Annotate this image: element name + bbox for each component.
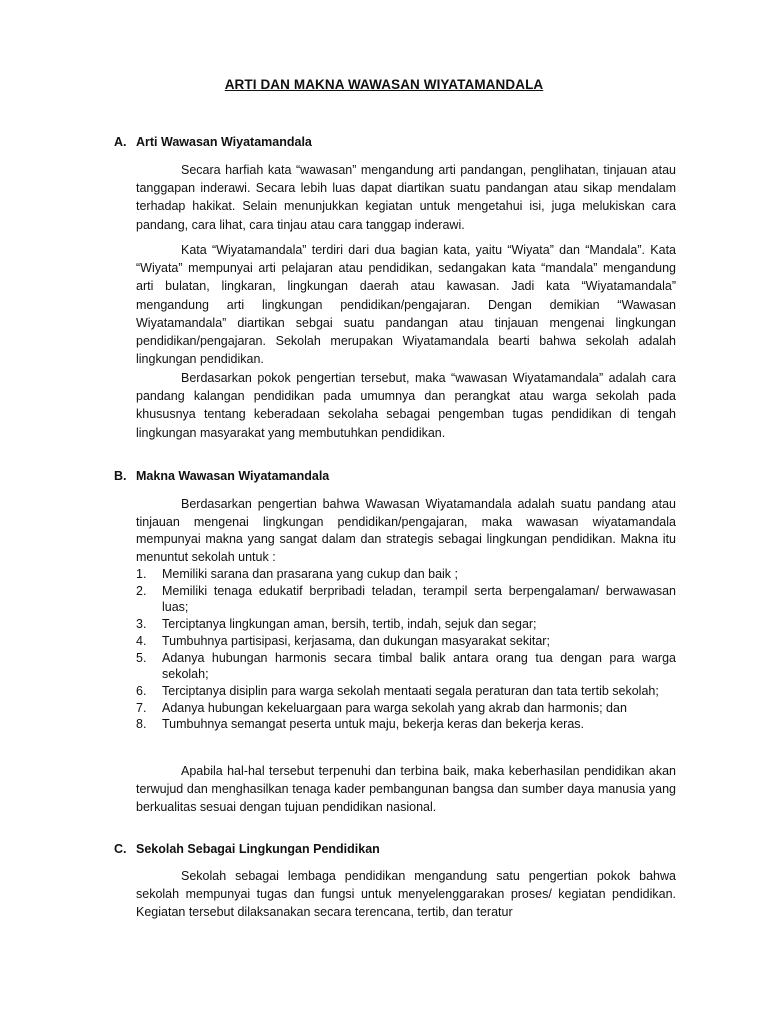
list-item: 7. Adanya hubungan kekeluargaan para warga sekolah yang akrab dan harmonis; dan [136,700,627,715]
section-b-letter: B. [114,469,127,483]
section-a-heading [114,135,312,149]
section-b-heading [114,469,329,483]
list-item: 8. Tumbuhnya semangat peserta untuk maju, bekerja keras dan bekerja keras. [136,717,584,732]
list-item: 4. Tumbuhnya partisipasi, kerjasama, dan dukungan masyarakat sekitar; [136,633,550,648]
section-c-heading [114,842,380,856]
section-a-paragraph-2: Kata “Wiyatamandala” terdiri dari dua bagian kata, yaitu “Wiyata” dan “Mandala”. Kata “Wiyata” mempunyai arti pelajaran atau pendidikan, sedangakan kata “mandala” mengandung arti bulatan, lingkaran, lingkungan daerah atau kawasan. Jadi kata “Wiyatamandala” mengandung arti lingkungan pendidikan/pengajaran. Dengan demikian “Wawasan Wiyatamandala” diartikan sebgai suatu pandangan atau tinjauan mengenai lingkungan pendidikan/pengajaran. Sekolah merupakan Wiyatamandala bearti bahwa sekolah adalah lingkungan pendidikan. [136,243,676,367]
section-b-title: Makna Wawasan Wiyatamandala [136,469,330,483]
list-item: 2. Memiliki tenaga edukatif berpribadi teladan, terampil serta berpengalaman/ berwawasan luas; [136,583,676,615]
list-item: 1. Memiliki sarana dan prasarana yang cukup dan baik ; [136,567,459,581]
section-c-paragraph: Sekolah sebagai lembaga pendidikan mengandung satu pengertian pokok bahwa sekolah mempunyai tugas dan fungsi untuk menyelenggarakan proses/ kegiatan pendidikan. Kegiatan tersebut dilaksanakan secara terencana, tertib, dan teratur [136,869,676,920]
document-title: ARTI DAN MAKNA WAWASAN WIYATAMANDALA [224,77,544,92]
section-a-letter: A. [114,135,127,149]
section-a-title: Arti Wawasan Wiyatamandala [136,135,312,149]
section-b-intro: Berdasarkan pengertian bahwa Wawasan Wiyatamandala adalah suatu pandang atau tinjauan mengenai lingkungan pendidikan/pengajaran, maka wawasan wiyatamandala mempunyai makna yang sangat dalam dan strategis sebagai lingkungan pendidikan. Makna itu menuntut sekolah untuk : [136,497,676,564]
section-b-closing: Apabila hal-hal tersebut terpenuhi dan terbina baik, maka keberhasilan pendidikan akan terwujud dan menghasilkan tenaga kader pembangunan bangsa dan sumber daya manusia yang berkualitas sesuai dengan tujuan pendidikan nasional. [136,764,676,815]
list-item: 6. Terciptanya disiplin para warga sekolah mentaati segala peraturan dan tata tertib sekolah; [136,683,659,698]
section-a-paragraph-3: Berdasarkan pokok pengertian tersebut, maka “wawasan Wiyatamandala” adalah cara pandang kalangan pendidikan pada umumnya dan perangkat atau warga sekolah pada khususnya tentang keberadaan sekolaha sebagai pengemban tugas pendidikan di tengah lingkungan masyarakat yang membutuhkan pendidikan. [136,371,676,440]
section-c-title: Sekolah Sebagai Lingkungan Pendidikan [136,842,380,856]
section-c-letter: C. [114,842,127,856]
list-item: 5. Adanya hubungan harmonis secara timbal balik antara orang tua dengan para warga sekolah; [136,650,676,682]
section-a-paragraph-1: Secara harfiah kata “wawasan” mengandung arti pandangan, penglihatan, tinjauan atau tanggapan inderawi. Secara lebih luas dapat diartikan suatu pandangan atau sikap mendalam terhadap hakikat. Selain menunjukkan kegiatan untuk mengetahui isi, juga melukiskan cara pandang, cara lihat, cara tinjau atau cara tanggap inderawi. [136,163,676,232]
list-item: 3. Terciptanya lingkungan aman, bersih, tertib, indah, sejuk dan segar; [136,617,537,632]
section-b-list [136,566,676,733]
